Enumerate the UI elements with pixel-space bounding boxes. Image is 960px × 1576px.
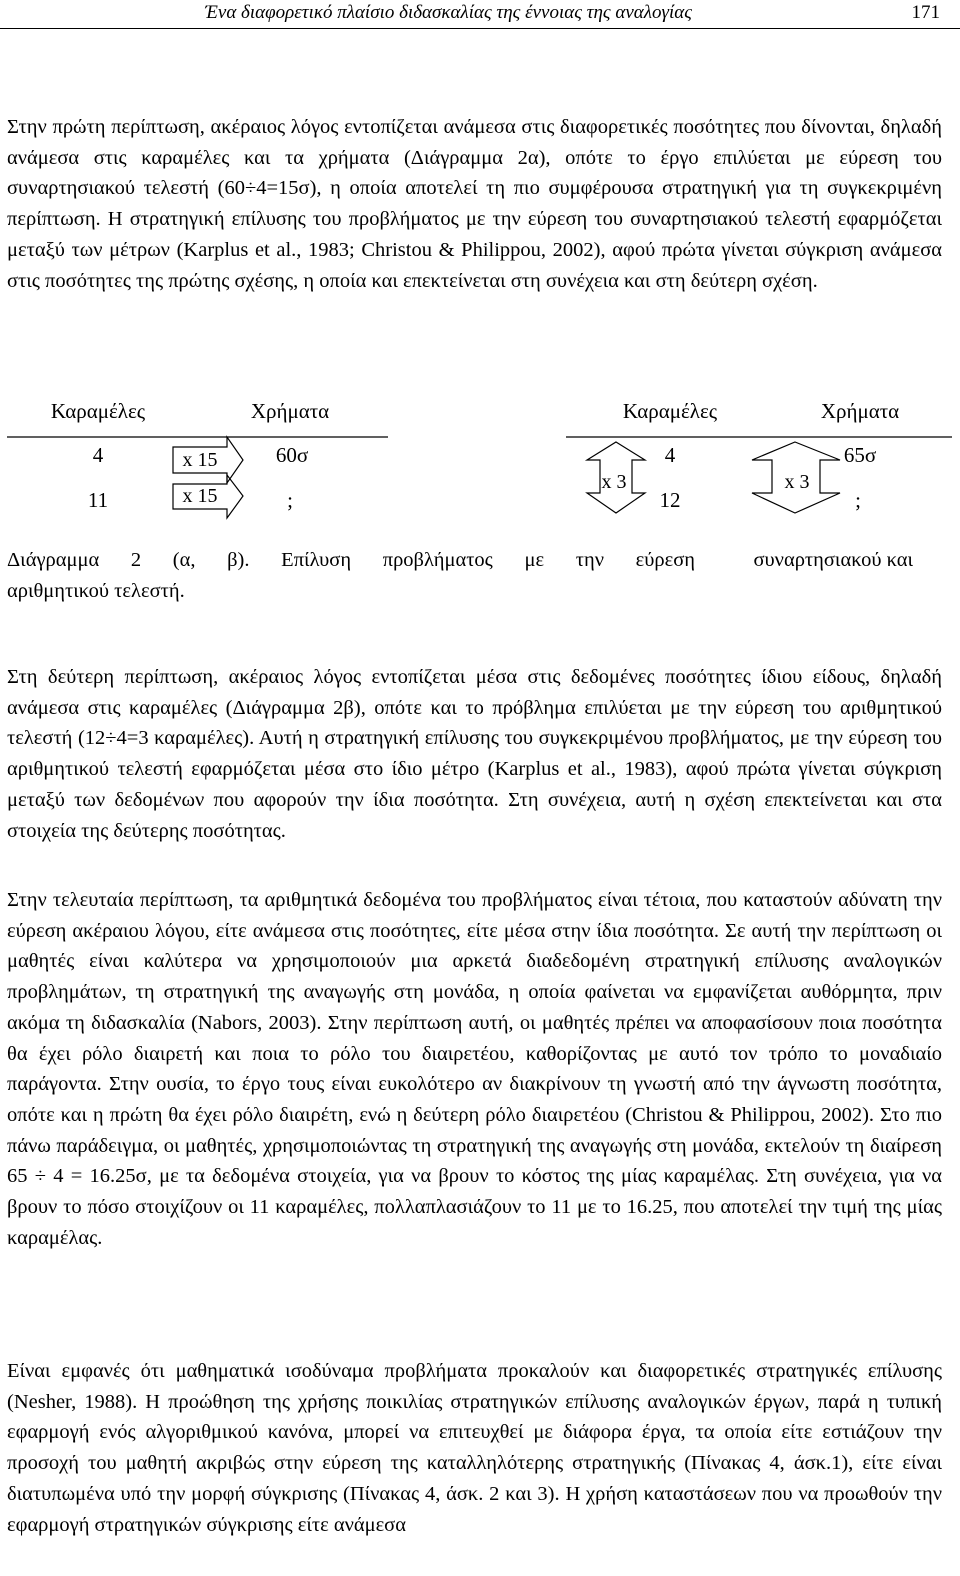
op-top-a: x 15 xyxy=(182,449,218,471)
row1-candies-b: 4 xyxy=(664,443,676,467)
row2-money-b: ; xyxy=(855,488,861,512)
paragraph-first-case: Στην πρώτη περίπτωση, ακέραιος λόγος εντοπίζεται ανάμεσα στις διαφορετικές ποσότητες που δίνονται, δηλαδή ανάμεσα στις καραμέλες και τα χρήματα (Διάγραμμα 2α), οπότε το έργο επιλύεται με εύρεση του συναρτησιακού τελεστή (60÷4=15σ), η οποία αποτελεί τη πιο συμφέρουσα στρατηγική για τη συγκεκριμένη περίπτωση. Η στρατηγική επίλυσης του προβλήματος με την εύρεση του συναρτησιακού τελεστή εφαρμόζεται μεταξύ των μέτρων (Karplus et al., 1983; Christou & Philippou, 2002), αφού πρώτα γίνεται σύγκριση ανάμεσα στις ποσότητες της πρώτης σχέσης, η οποία και επεκτείνεται στη συνέχεια και στη δεύτερη σχέση. xyxy=(7,116,942,292)
row1-money-a: 60σ xyxy=(275,443,309,467)
header-candies-b: Καραμέλες xyxy=(622,399,718,423)
header-candies-a: Καραμέλες xyxy=(50,399,146,423)
running-title: Ένα διαφορετικό πλαίσιο διδασκαλίας της έννοιας της αναλογίας xyxy=(205,2,692,23)
header-money-b: Χρήματα xyxy=(820,399,900,423)
caption-line-2: αριθμητικού τελεστή. xyxy=(7,579,185,602)
page-header xyxy=(0,0,960,32)
diagram-2a xyxy=(7,399,388,518)
row2-candies-a: 11 xyxy=(87,488,109,512)
caption-part-b: συναρτησιακού και xyxy=(753,549,913,571)
op-right-b: x 3 xyxy=(784,471,810,493)
caption-part-a: Διάγραμμα 2 (α, β). Επίλυση προβλήματος με την εύρεση xyxy=(7,549,695,571)
op-bottom-a: x 15 xyxy=(182,485,218,507)
paragraph-conclusion: Είναι εμφανές ότι μαθηματικά ισοδύναμα προβλήματα προκαλούν και διαφορετικές στρατηγικές επίλυσης (Nesher, 1988). Η προώθηση της χρήσης ποικιλίας στρατηγικών επίλυσης αναλογικών έργων, παρά η τυπική εφαρμογή ενός αλγοριθμικού κανόνα, μπορεί να επιτευχθεί με διάφορα έργα, τα οποία είτε εστιάζουν την προσοχή του μαθητή ακριβώς στην εύρεση της καταλληλότερης στρατηγικής (Πίνακας 4, άσκ.1), είτε είναι διατυπωμένα υπό την μορφή σύγκρισης (Πίνακας 4, άσκ. 2 και 3). Η χρήση καταστάσεων που να προωθούν την εφαρμογή στρατηγικών σύγκρισης είτε ανάμεσα xyxy=(7,1360,942,1536)
paragraph-third-case: Στην τελευταία περίπτωση, τα αριθμητικά δεδομένα του προβλήματος είναι τέτοια, που καταστούν αδύνατη την εύρεση ακέραιου λόγου, είτε ανάμεσα στις ποσότητες, είτε μέσα στην ίδια ποσότητα. Σε αυτή την περίπτωση οι μαθητές είναι καλύτερα να χρησιμοποιούν μια αρκετά διαδεδομένη στρατηγική επίλυσης αναλογικών προβλημάτων, τη στρατηγική της αναγωγής στη μονάδα, η οποία φαίνεται να εμφανίζεται αυθόρμητα, πριν ακόμα τη διδασκαλία (Nabors, 2003). Στην περίπτωση αυτή, οι μαθητές πρέπει να αποφασίσουν ποια ποσότητα θα έχει ρόλο διαιρετή και ποια το ρόλο του διαιρετέου, καθορίζοντας με αυτό τον τρόπο το μοναδιαίο παράγοντα. Στην ουσία, το έργο τους είναι ευκολότερο αν διακρίνουν τη γνωστή από την άγνωστη ποσότητα, οπότε και η πρώτη θα έχει ρόλο διαιρέτη, ενώ η δεύτερη ρόλο διαιρετέου (Christou & Philippou, 2002). Στο πιο πάνω παράδειγμα, οι μαθητές, χρησιμοποιώντας τη στρατηγική της αναγωγής στη μονάδα, εκτελούν τη διαίρεση 65 ÷ 4 = 16.25σ, με τα δεδομένα στοιχεία, για να βρουν το κόστος της μίας καραμέλας. Στη συνέχεια, για να βρουν το πόσο στοιχίζουν οι 11 καραμέλες, πολλαπλασιάζουν το 11 με το 16.25, που αποτελεί την τιμή της μίας καραμέλας. xyxy=(7,889,942,1249)
row1-money-b: 65σ xyxy=(843,443,877,467)
row2-money-a: ; xyxy=(287,488,293,512)
paragraph-second-case: Στη δεύτερη περίπτωση, ακέραιος λόγος εντοπίζεται μέσα στις δεδομένες ποσότητες ίδιου είδους, δηλαδή ανάμεσα στις καραμέλες (Διάγραμμα 2β), οπότε και το πρόβλημα επιλύεται με την εύρεση του αριθμητικού τελεστή (12÷4=3 καραμέλες). Αυτή η στρατηγική επίλυσης του συγκεκριμένου προβλήματος, με την εύρεση του αριθμητικού τελεστή εφαρμόζεται μέσα στο ίδιο μέτρο (Karplus et al., 1983), αφού πρώτα γίνεται σύγκριση μεταξύ των δεδομένων που αφορούν την ίδια ποσότητα. Στη συνέχεια, αυτή η σχέση επεκτείνεται και στα στοιχεία της δεύτερης ποσότητας. xyxy=(7,666,942,842)
header-money-a: Χρήματα xyxy=(250,399,330,423)
diagram-caption xyxy=(7,545,942,606)
diagram-2b xyxy=(566,399,952,513)
diagram-2 xyxy=(0,385,960,535)
header-rule xyxy=(0,28,960,29)
row2-candies-b: 12 xyxy=(659,488,681,512)
row1-candies-a: 4 xyxy=(92,443,104,467)
page-number: 171 xyxy=(911,2,940,23)
op-left-b: x 3 xyxy=(601,471,627,493)
